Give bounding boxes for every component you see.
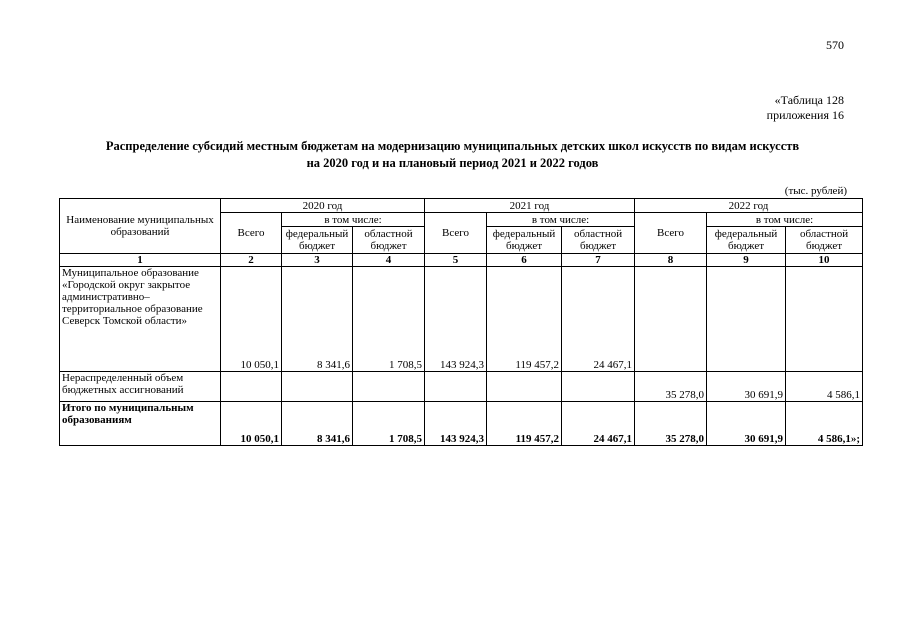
table-reference <box>600 93 844 123</box>
including-header-2021: в том числе: <box>487 213 635 227</box>
cell-value: 8 341,6 <box>282 267 353 372</box>
name-column-header: Наименование муниципальных образований <box>60 199 221 254</box>
cell-value: 35 278,0 <box>635 402 707 446</box>
regional-header-2020: областной бюджет <box>353 227 425 254</box>
column-number-row <box>60 254 863 267</box>
total-header-2021: Всего <box>425 213 487 254</box>
units-label: (тыс. рублей) <box>784 185 847 197</box>
cell-value: 35 278,0 <box>635 372 707 402</box>
table-row-seversk <box>60 267 863 372</box>
cell-value: 1 708,5 <box>353 267 425 372</box>
cell-value: 30 691,9 <box>707 402 786 446</box>
cell-value: 24 467,1 <box>562 402 635 446</box>
regional-header-2021: областной бюджет <box>562 227 635 254</box>
column-number: 5 <box>425 254 487 267</box>
document-title-line2: на 2020 год и на плановый период 2021 и 2022 годов <box>306 156 599 170</box>
federal-header-2020: федеральный бюджет <box>282 227 353 254</box>
cell-value: 10 050,1 <box>221 402 282 446</box>
row-name-total: Итого по муниципальным образованиям <box>60 402 221 446</box>
cell-value: 8 341,6 <box>282 402 353 446</box>
table-header-row <box>60 199 863 213</box>
column-number: 9 <box>707 254 786 267</box>
year-header-2020: 2020 год <box>221 199 425 213</box>
cell-value: 1 708,5 <box>353 402 425 446</box>
column-number: 6 <box>487 254 562 267</box>
table-reference-line1: «Таблица 128 <box>774 93 844 107</box>
total-header-2020: Всего <box>221 213 282 254</box>
table-row-unallocated <box>60 372 863 402</box>
cell-value <box>707 267 786 372</box>
column-number: 1 <box>60 254 221 267</box>
document-title-line1: Распределение субсидий местным бюджетам на модернизацию муниципальных детских школ искусств по видам искусств <box>105 139 800 153</box>
cell-value: 4 586,1 <box>786 372 863 402</box>
page-number: 570 <box>826 38 844 52</box>
regional-header-2022: областной бюджет <box>786 227 863 254</box>
cell-value <box>487 372 562 402</box>
table-row-total <box>60 402 863 446</box>
column-number: 2 <box>221 254 282 267</box>
cell-value: 119 457,2 <box>487 267 562 372</box>
cell-value: 24 467,1 <box>562 267 635 372</box>
cell-value <box>282 372 353 402</box>
row-name-seversk: Муниципальное образование «Городской округ закрытое административно–территориальное образование Северск Томской области» <box>60 267 221 372</box>
including-header-2022: в том числе: <box>707 213 863 227</box>
cell-value <box>786 267 863 372</box>
cell-value: 143 924,3 <box>425 402 487 446</box>
column-number: 7 <box>562 254 635 267</box>
cell-value <box>635 267 707 372</box>
year-header-2022: 2022 год <box>635 199 863 213</box>
year-header-2021: 2021 год <box>425 199 635 213</box>
cell-value: 119 457,2 <box>487 402 562 446</box>
cell-value <box>562 372 635 402</box>
cell-value: 10 050,1 <box>221 267 282 372</box>
cell-value <box>425 372 487 402</box>
column-number: 8 <box>635 254 707 267</box>
row-name-unallocated: Нераспределенный объем бюджетных ассигнований <box>60 372 221 402</box>
including-header-2020: в том числе: <box>282 213 425 227</box>
table-reference-line2: приложения 16 <box>766 108 844 122</box>
federal-header-2022: федеральный бюджет <box>707 227 786 254</box>
subsidy-table <box>59 198 863 446</box>
federal-header-2021: федеральный бюджет <box>487 227 562 254</box>
column-number: 10 <box>786 254 863 267</box>
cell-value: 30 691,9 <box>707 372 786 402</box>
total-header-2022: Всего <box>635 213 707 254</box>
cell-value <box>353 372 425 402</box>
document-title <box>40 138 865 172</box>
cell-value <box>221 372 282 402</box>
column-number: 3 <box>282 254 353 267</box>
cell-value: 4 586,1»; <box>786 402 863 446</box>
column-number: 4 <box>353 254 425 267</box>
cell-value: 143 924,3 <box>425 267 487 372</box>
